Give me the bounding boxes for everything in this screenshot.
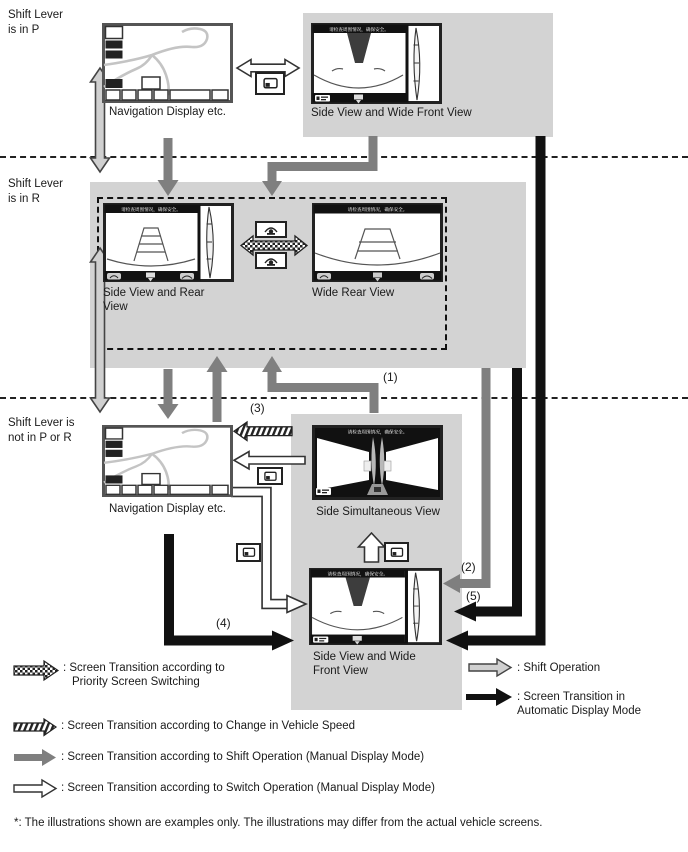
arrow-label-3: (3) bbox=[250, 401, 265, 415]
legend-gray-arrow-icon bbox=[14, 749, 56, 766]
warning-text: 请检查周围情况，确保安全。 bbox=[347, 429, 408, 435]
screen-wide-rear-view bbox=[312, 203, 443, 282]
shift-transition-rearbox-to-nav bbox=[158, 369, 179, 419]
warning-text: 请检查周围情况，确保安全。 bbox=[329, 27, 389, 32]
legend-hollow-arrow-icon bbox=[14, 780, 56, 797]
camera-icon bbox=[239, 546, 258, 559]
camera-switch-button-sim bbox=[384, 542, 409, 562]
caption-swf-top: Side View and Wide Front View bbox=[311, 107, 472, 119]
legend-auto-arrow-icon bbox=[466, 688, 512, 706]
legend-shift-operation: : Shift Operation bbox=[517, 662, 601, 674]
warning-text: 请检查周围情况，确保安全。 bbox=[327, 571, 389, 577]
switch-operation-arrow-swf-to-sim bbox=[359, 533, 385, 562]
legend-shift-arrow-icon bbox=[469, 659, 511, 676]
legend-hatched-arrow-icon bbox=[14, 719, 56, 736]
shift-transition-swf-to-rearbox bbox=[262, 136, 373, 196]
legend-switch-manual: : Screen Transition according to Switch Operation (Manual Display Mode) bbox=[61, 782, 435, 794]
legend-shift-manual: : Screen Transition according to Shift Operation (Manual Display Mode) bbox=[61, 751, 425, 763]
arrow-label-4: (4) bbox=[216, 616, 231, 630]
legend-priority-line2: Priority Screen Switching bbox=[72, 676, 200, 688]
section-label-np-line1: Shift Lever is bbox=[8, 417, 75, 429]
caption-swf-bottom-line2: Front View bbox=[313, 665, 368, 677]
camera-dome-icon bbox=[260, 254, 282, 267]
camera-icon bbox=[387, 546, 406, 559]
caption-wide-rear: Wide Rear View bbox=[312, 287, 395, 299]
screen-side-wide-front-top bbox=[311, 23, 442, 104]
section-label-r-line2: is in R bbox=[8, 193, 40, 205]
legend-vehicle-speed: : Screen Transition according to Change in Vehicle Speed bbox=[61, 720, 356, 732]
camera-switch-button-np-lower bbox=[236, 543, 261, 562]
nav-button-row bbox=[106, 90, 228, 100]
section-label-p-line2: is in P bbox=[8, 24, 40, 36]
warning-text: 请检查周围情况，确保安全。 bbox=[347, 207, 408, 213]
camera-icon bbox=[260, 470, 280, 483]
screen-side-rear-view bbox=[103, 203, 234, 282]
screen-nav-display-top bbox=[102, 23, 233, 103]
camera-switch-button-top bbox=[255, 72, 285, 95]
section-label-r-line1: Shift Lever bbox=[8, 178, 63, 190]
caption-side-rear-line2: View bbox=[103, 301, 128, 313]
speed-transition-arrow-3 bbox=[234, 422, 292, 441]
arrow-label-1: (1) bbox=[383, 370, 398, 384]
screen-side-simultaneous bbox=[312, 425, 443, 500]
camera-switch-button-np-right bbox=[257, 467, 283, 485]
display-badge-icon bbox=[316, 488, 331, 495]
display-badge-icon bbox=[315, 95, 330, 102]
camera-rotate-button-lower bbox=[255, 252, 287, 269]
caption-swf-bottom bbox=[313, 650, 416, 678]
camera-dome-icon bbox=[260, 223, 282, 236]
shift-transition-nav-to-rearbox bbox=[158, 138, 179, 196]
arrow-label-5: (5) bbox=[466, 589, 481, 603]
arrow-label-2: (2) bbox=[461, 560, 476, 574]
legend-priority-switching bbox=[63, 661, 225, 689]
display-badge-icon bbox=[313, 636, 328, 642]
map-badge-1 bbox=[106, 41, 123, 49]
screen-nav-display-bottom bbox=[102, 425, 233, 497]
legend-priority-line1: : Screen Transition according to bbox=[63, 662, 225, 674]
legend-checkered-arrow-icon bbox=[14, 661, 58, 680]
caption-nav-bottom: Navigation Display etc. bbox=[109, 503, 226, 515]
legend-auto-line2: Automatic Display Mode bbox=[517, 705, 641, 717]
shift-transition-nav-to-rearbox-up bbox=[207, 356, 228, 422]
screen-side-wide-front-bottom bbox=[309, 568, 442, 645]
map-popup bbox=[142, 77, 160, 89]
section-label-np-line2: not in P or R bbox=[8, 432, 72, 444]
caption-swf-bottom-line1: Side View and Wide bbox=[313, 651, 416, 663]
section-label-p-line1: Shift Lever bbox=[8, 9, 63, 21]
section-label-p bbox=[8, 8, 63, 38]
camera-rotate-button-upper bbox=[255, 221, 287, 238]
caption-side-rear-line1: Side View and Rear bbox=[103, 287, 205, 299]
warning-text: 请检查周围情况，确保安全。 bbox=[121, 207, 181, 212]
legend-auto-line1: : Screen Transition in bbox=[517, 691, 626, 703]
footnote: *: The illustrations shown are examples only. The illustrations may differ from the actual vehicle screens. bbox=[14, 817, 543, 829]
caption-side-rear bbox=[103, 286, 204, 314]
map-widget bbox=[106, 27, 123, 39]
map-badge-2 bbox=[106, 51, 123, 59]
legend-auto-mode bbox=[517, 690, 641, 718]
camera-icon bbox=[259, 76, 281, 91]
caption-side-sim: Side Simultaneous View bbox=[316, 506, 440, 518]
caption-nav-top: Navigation Display etc. bbox=[109, 106, 226, 118]
section-label-r bbox=[8, 177, 63, 207]
section-label-np bbox=[8, 416, 74, 446]
map-badge-3 bbox=[106, 79, 123, 88]
shift-transition-1 bbox=[262, 356, 374, 413]
auto-transition-4 bbox=[169, 534, 294, 651]
